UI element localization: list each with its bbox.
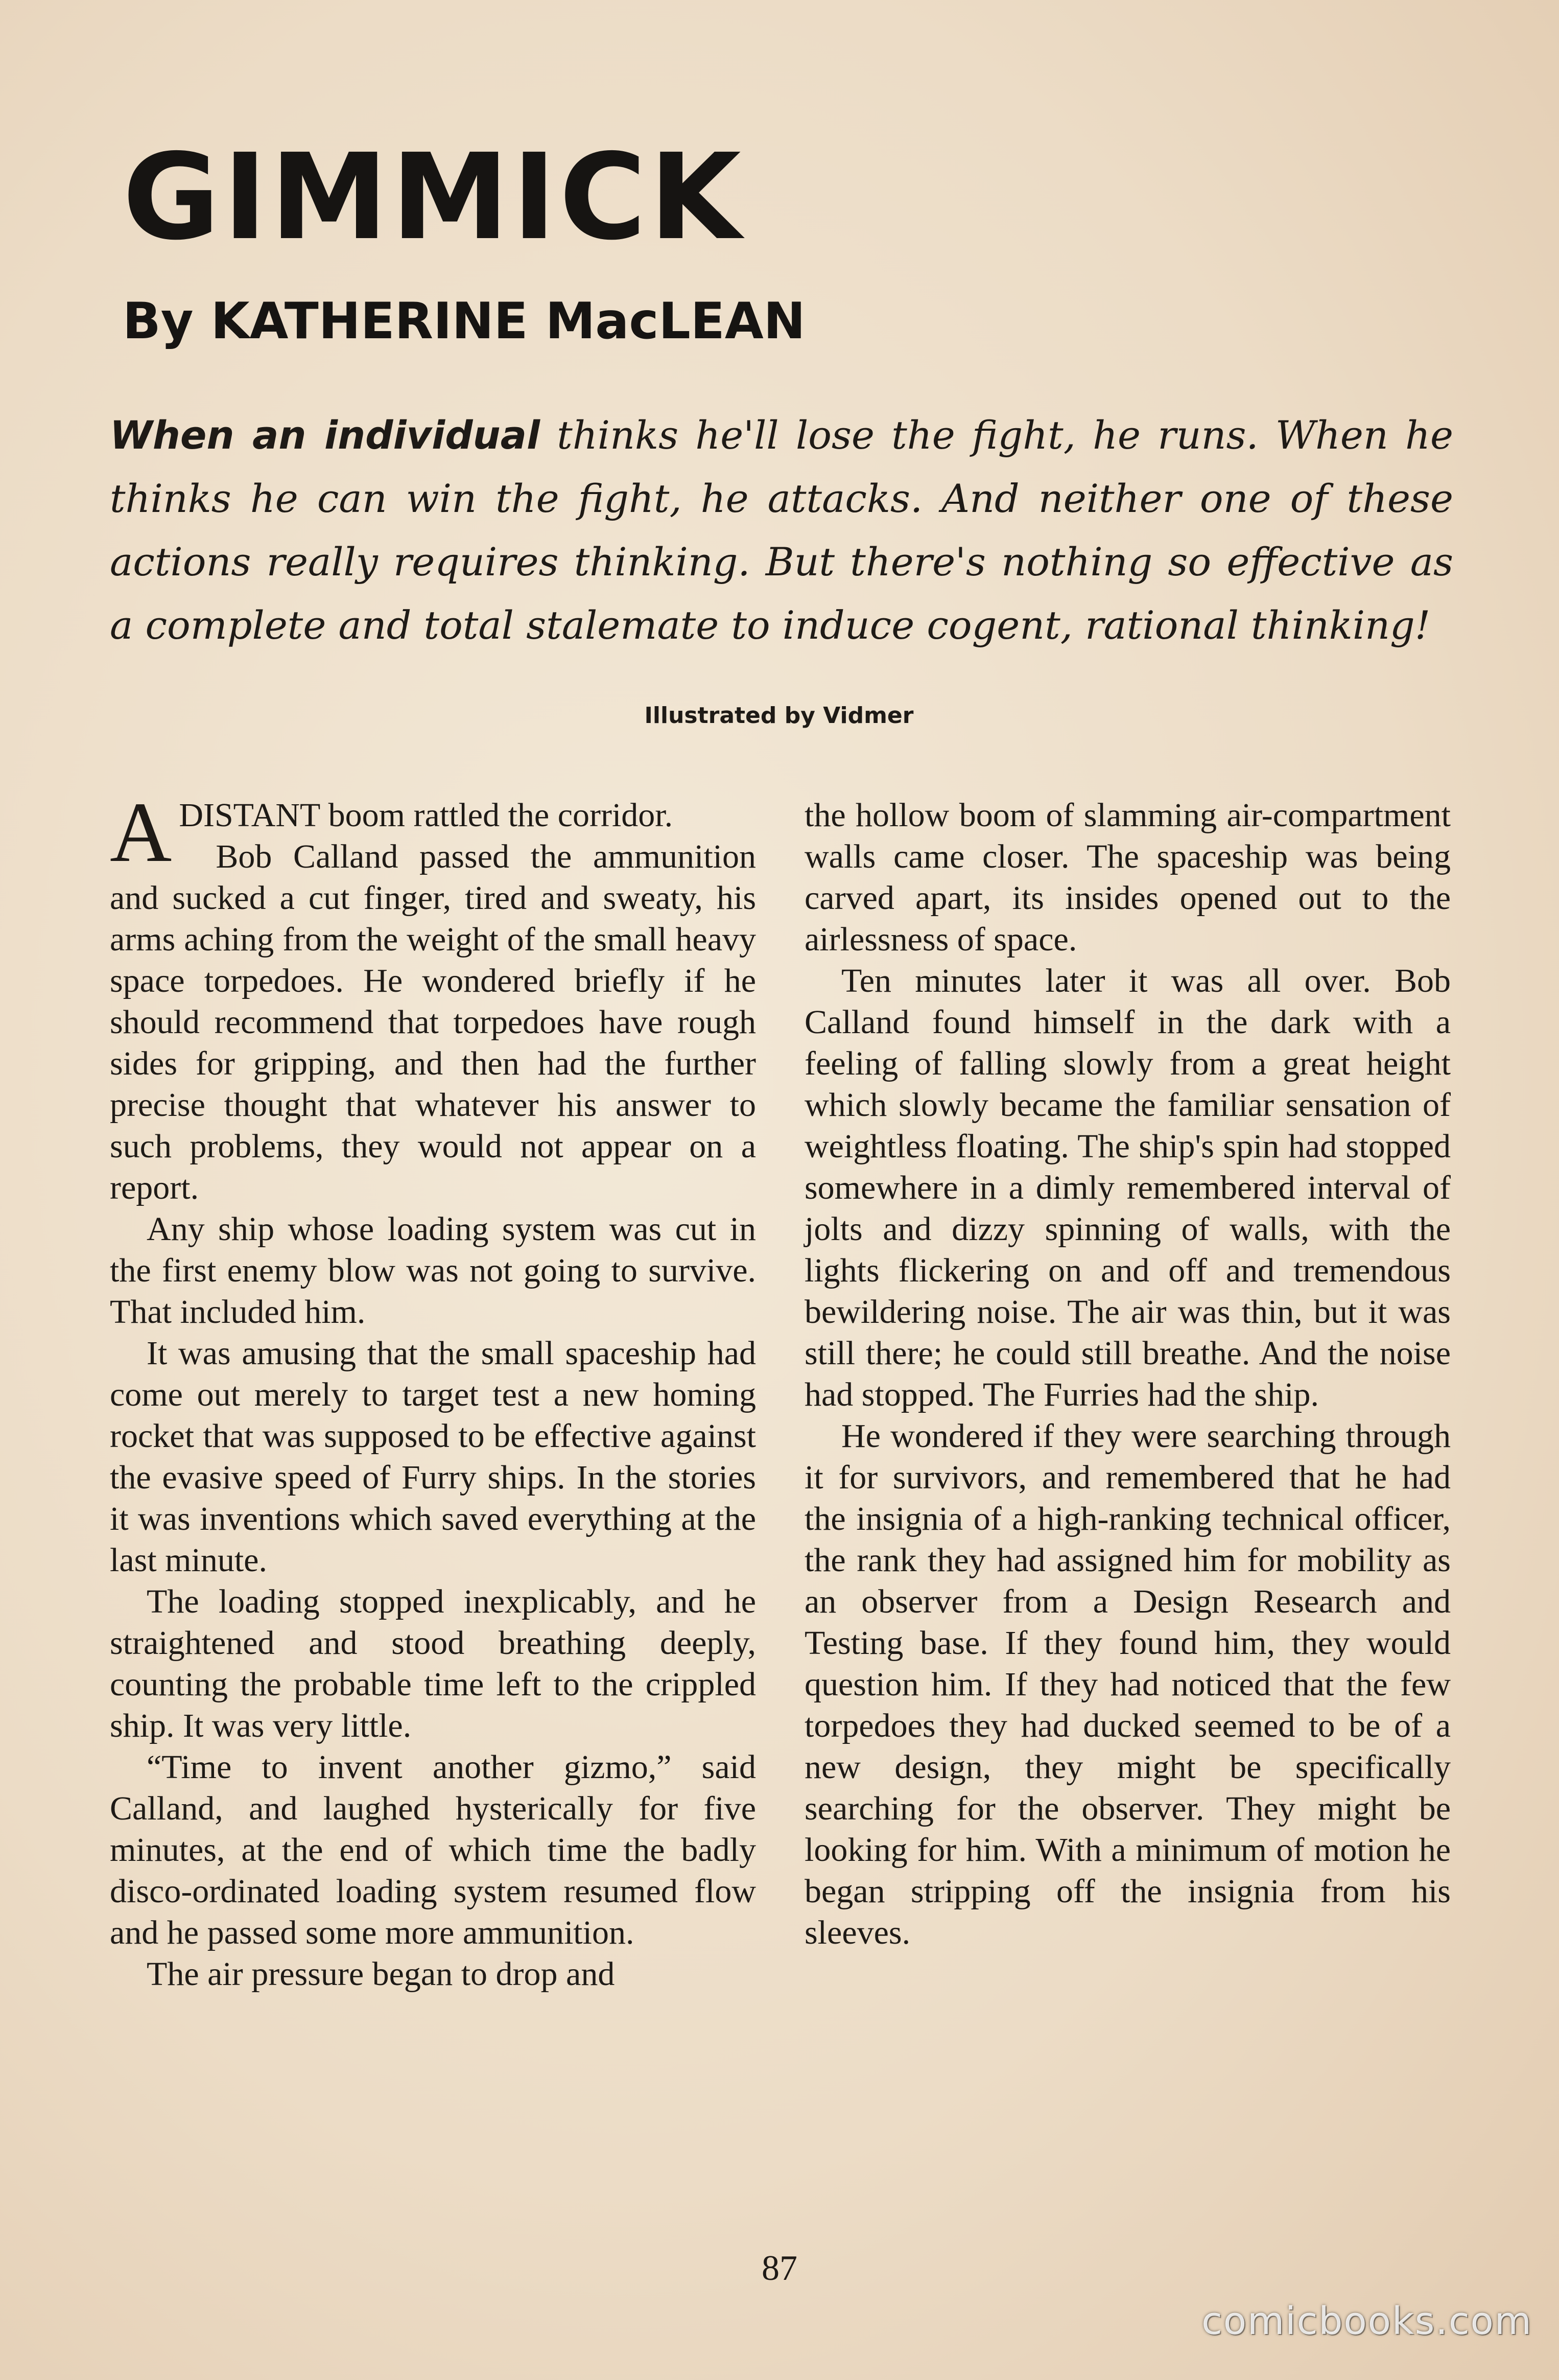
paragraph: Any ship whose loading system was cut in the first enemy blow was not going to survive. That included him. [110, 1210, 756, 1331]
illustration-credit: Illustrated by Vidmer [644, 703, 914, 729]
drop-cap: A [110, 785, 172, 880]
story-title: GIMMICK [123, 128, 744, 266]
intro-text: thinks he'll lose the fight, he runs. When he thinks he can win the fight, he attacks. And neither one of these actions really requires thinking. But there's nothing so effective as a complete and total stalemate to induce cogent, rational thinking! [110, 412, 1453, 648]
paragraph: He wondered if they were searching through it for survivors, and remembered that he had the insignia of a high-ranking technical officer, the rank they had assigned him for mobility as an observer from a Design Research and Testing base. If they found him, they would question him. If they had noticed that the few torpedoes they had ducked seemed to be of a new design, they might be specifically searching for the observer. They might be looking for him. With a minimum of motion he began stripping off the insignia from his sleeves. [805, 1417, 1451, 1951]
left-column [110, 785, 756, 1995]
paragraph: The air pressure began to drop and [147, 1955, 615, 1993]
story-intro [110, 404, 1453, 657]
right-column [805, 795, 1451, 1953]
paragraph: A DISTANT boom rattled the corridor. [110, 785, 673, 880]
paragraph: The loading stopped inexplicably, and he straightened and stood breathing deeply, counting the probable time left to the crippled ship. It was very little. [110, 1583, 756, 1744]
page-number: 87 [762, 2249, 797, 2288]
paragraph: “Time to invent another gizmo,” said Calland, and laughed hysterically for five minutes, at the end of which time the badly disco-ordinated loading system resumed flow and he passed some more ammunition. [110, 1748, 756, 1951]
paragraph: It was amusing that the small spaceship had come out merely to target test a new homing rocket that was supposed to be effective against the evasive speed of Furry ships. In the stories it was inventions which saved everything at the last minute. [110, 1335, 756, 1579]
paragraph: Bob Calland passed the ammunition and sucked a cut finger, tired and sweaty, his arms aching from the weight of the small heavy space torpedoes. He wondered briefly if he should recommend that torpedoes have rough sides for gripping, and then had the further precise thought that whatever his answer to such problems, they would not appear on a report. [110, 838, 756, 1206]
story-byline: By KATHERINE MacLEAN [123, 292, 806, 351]
paragraph: Ten minutes later it was all over. Bob Calland found himself in the dark with a feeling of falling slowly from a great height which slowly became the familiar sensation of weightless floating. The ship's spin had stopped somewhere in a dimly remembered interval of jolts and dizzy spinning of walls, with the lights flickering on and off and tremendous bewildering noise. The air was thin, but it was still there; he could still breathe. And the noise had stopped. The Furries had the ship. [805, 962, 1451, 1413]
intro-lead: When an individual [110, 412, 540, 458]
paragraph: the hollow boom of slamming air-compartment walls came closer. The spaceship was being carved apart, its insides opened out to the airlessness of space. [805, 797, 1451, 958]
site-watermark: comicbooks.com [1201, 2299, 1532, 2343]
